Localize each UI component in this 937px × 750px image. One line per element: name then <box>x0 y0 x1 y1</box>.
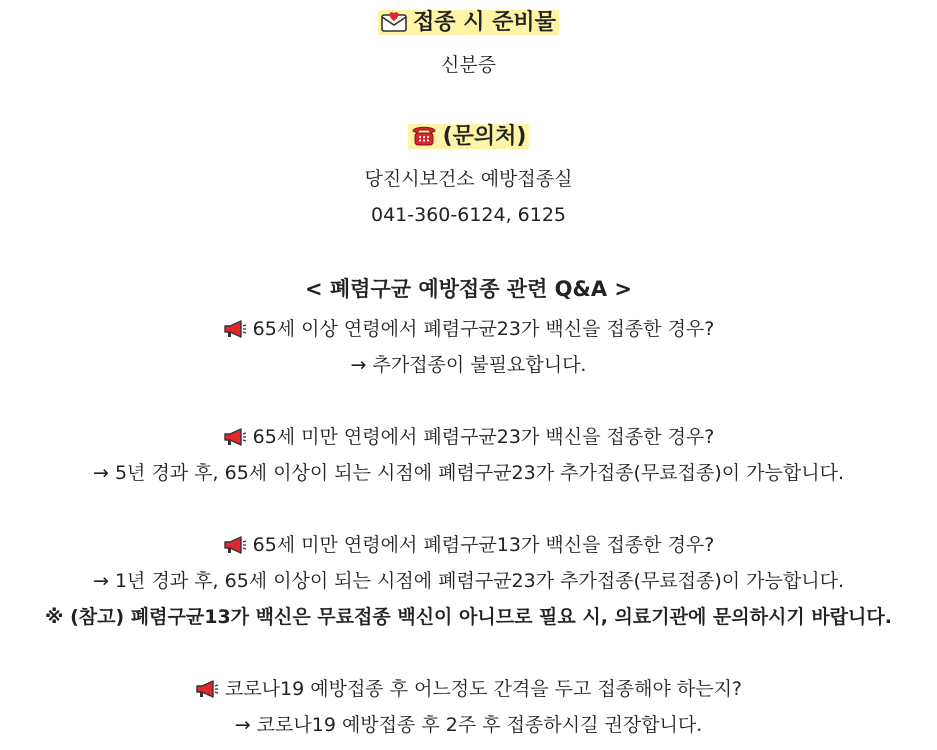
qa-answer-4: → 코로나19 예방접종 후 2주 후 접종하시길 권장합니다. <box>234 714 703 736</box>
prep-heading <box>0 9 937 39</box>
qa-question-3-text: 65세 미만 연령에서 폐렴구균13가 백신을 접종한 경우? <box>252 534 715 556</box>
qa-answer-2: → 5년 경과 후, 65세 이상이 되는 시점에 폐렴구균23가 추가접종(무료접종)이 가능합니다. <box>93 462 844 484</box>
qa-question-2 <box>0 423 937 451</box>
qa-question-1 <box>0 315 937 343</box>
contact-heading-highlight <box>408 124 530 149</box>
prep-heading-highlight <box>378 10 559 35</box>
contact-title: (문의처) <box>442 124 527 149</box>
qa-heading: < 폐렴구균 예방접종 관련 Q&A > <box>304 277 633 301</box>
qa-question-3 <box>0 531 937 559</box>
qa-answer-3: → 1년 경과 후, 65세 이상이 되는 시점에 폐렴구균23가 추가접종(무료접종)이 가능합니다. <box>93 570 844 592</box>
megaphone-icon <box>223 536 247 554</box>
qa-question-4 <box>0 675 937 703</box>
megaphone-icon <box>223 428 247 446</box>
qa-question-2-text: 65세 미만 연령에서 폐렴구균23가 백신을 접종한 경우? <box>252 426 715 448</box>
contact-heading <box>0 123 937 153</box>
qa-question-1-text: 65세 이상 연령에서 폐렴구균23가 백신을 접종한 경우? <box>252 318 715 340</box>
envelope-heart-icon <box>381 10 407 32</box>
telephone-icon <box>411 124 437 146</box>
contact-place: 당진시보건소 예방접종실 <box>364 168 573 190</box>
prep-title: 접종 시 준비물 <box>413 10 556 35</box>
prep-value: 신분증 <box>440 54 497 76</box>
qa-answer-1: → 추가접종이 불필요합니다. <box>350 354 587 376</box>
contact-phone: 041-360-6124, 6125 <box>370 204 567 226</box>
qa-note: ※ (참고) 폐렴구균13가 백신은 무료접종 백신이 아니므로 필요 시, 의료기관에 문의하시기 바랍니다. <box>45 606 892 628</box>
megaphone-icon <box>223 320 247 338</box>
megaphone-icon <box>195 680 219 698</box>
qa-question-4-text: 코로나19 예방접종 후 어느정도 간격을 두고 접종해야 하는지? <box>224 678 743 700</box>
